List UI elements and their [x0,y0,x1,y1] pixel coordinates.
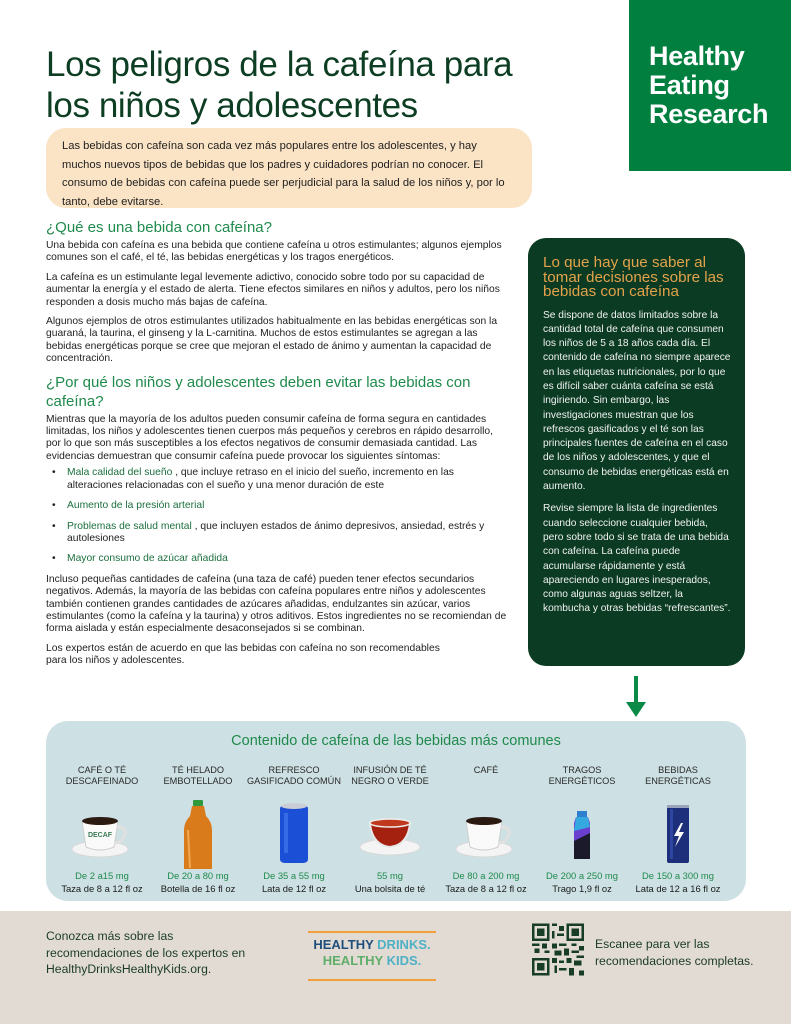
footer-learn-more: Conozca más sobre las recomendaciones de los expertos en HealthyDrinksHealthyKids.org. [46,929,246,976]
drink-name: CAFÉ O TÉ DESCAFEINADO [65,765,139,786]
logo-line-2: HEALTHY KIDS. [322,953,422,968]
symptom-detail: , que incluyen estados de ánimo depresivos, ansiedad, estrés y autolesiones [67,520,485,544]
intro-callout: Las bebidas con cafeína son cada vez más populares entre los adolescentes, y hay muchos nuevos tipos de bebidas que los padres y cuidadores podrían no conocer. El consumo de bebidas con cafeína puede ser perjudicial para la salud de los niños y, por lo tanto, debe evitarse. [46,128,532,208]
drink-serving: Taza de 8 a 12 fl oz [445,883,527,894]
drink-amount: De 150 a 300 mg [642,870,714,881]
symptom-highlight: Mayor consumo de azúcar añadida [67,553,228,565]
symptom-highlight: Problemas de salud mental [67,520,192,532]
drink-card [438,765,534,897]
brand-logo-box [629,0,791,171]
brand-line: Eating [649,70,730,100]
drink-amount: De 2 a15 mg [75,870,129,881]
drink-amount: 55 mg [376,870,404,881]
paragraph: Una bebida con cafeína es una bebida que contiene cafeína u otros estimulantes; algunos ejemplos comunes son el café, el té, las bebidas energéticas y los tragos energéticos. [46,240,502,264]
paragraph: La cafeína es un estimulante legal levemente adictivo, conocido sobre todo por su capacidad de aumentar la energía y el estado de alerta. Tiene efectos similares en niños y adultos, pero los niños responden a dosis mucho más bajas de cafeína. [46,271,500,308]
drink-name: REFRESCO GASIFICADO COMÚN [247,765,341,786]
drink-serving: Taza de 8 a 12 fl oz [61,883,143,894]
soda-can-icon [246,801,342,865]
coffee-cup-icon [438,801,534,865]
footer-scan-text: Escanee para ver las recomendaciones completas. [595,937,754,968]
symptom-item [46,521,508,546]
symptom-item [46,467,508,492]
drink-card [630,765,726,897]
drink-amount: De 20 a 80 mg [167,870,229,881]
tea-bottle-icon [150,795,246,869]
drink-name: CAFÉ [473,765,499,775]
drink-name: TRAGOS ENERGÉTICOS [548,765,616,786]
drink-amount: De 200 a 250 mg [546,870,618,881]
drink-name: TÉ HELADO EMBOTELLADO [163,765,233,786]
title-line-2: los niños y adolescentes [46,86,418,125]
symptom-item [46,553,508,565]
arrow-down-icon [626,676,646,718]
energy-can-icon [630,801,726,865]
symptom-highlight: Aumento de la presión arterial [67,500,205,512]
drink-serving: Lata de 12 fl oz [261,883,327,894]
sidebar-paragraph: Se dispone de datos limitados sobre la cantidad total de cafeína que consumen los niños de 5 a 18 años cada día. El contenido de cafeína no siempre aparece en las etiquetas nutricionales, por lo que es difícil saber cuánta cafeína se está ingiriendo. Sin embargo, las investigaciones muestran que los refrescos gasificados y el té son las principales fuentes de cafeína en el caso de los niños y adolescentes, y que el consumo de bebidas energéticas está en aumento. [543,309,731,493]
drink-card [342,765,438,897]
section-heading-why-avoid: ¿Por qué los niños y adolescentes deben evitar las bebidas con cafeína? [46,373,471,410]
section-heading-what-is: ¿Qué es una bebida con cafeína? [46,219,272,236]
healthy-drinks-logo [308,931,436,981]
drink-card [150,765,246,897]
drink-card [54,765,150,897]
symptom-list [46,467,508,565]
drink-serving: Lata de 12 a 16 fl oz [635,883,721,894]
page-title [46,44,606,126]
drink-name: INFUSIÓN DE TÉ NEGRO O VERDE [351,765,429,786]
brand-logo-text [649,42,768,129]
drink-serving: Una bolsita de té [354,883,426,894]
footer [0,911,791,1024]
drink-amount: De 80 a 200 mg [452,870,520,881]
decaf-cup-icon [54,801,150,865]
drink-card [246,765,342,897]
paragraph: Mientras que la mayoría de los adultos pueden consumir cafeína de forma segura en cantidades limitadas, los niños y adolescentes tienen cuerpos más pequeños y cerebros en rápido desarrollo, por lo que son más susceptibles a los efectos negativos de consumir demasiada cantidad. Las evidencias demuestran que consumir cafeína puede provocar los siguientes síntomas: [46,413,494,462]
energy-shot-icon [534,801,630,865]
tea-cup-icon [342,801,438,865]
caffeine-content-panel [46,721,746,901]
info-sidebar [528,238,745,666]
symptom-detail: , que incluye retraso en el inicio del sueño, incremento en las alteraciones relacionadas con el sueño y una menor duración de este [67,467,454,491]
brand-line: Research [649,99,769,129]
drink-name: BEBIDAS ENERGÉTICAS [645,765,711,786]
symptom-highlight: Mala calidad del sueño [67,467,173,479]
logo-line-1: HEALTHY DRINKS. [313,937,431,952]
paragraph: Algunos ejemplos de otros estimulantes utilizados habitualmente en las bebidas energéticas son la guaraná, la taurina, el ginseng y la L-carnitina. Muchos de estos estimulantes se agregan a las bebidas energéticas porque se cree que mejoran el estado de ánimo y aumentan la capacidad de concentración. [46,316,498,365]
drink-amount: De 35 a 55 mg [263,870,325,881]
sidebar-heading: Lo que hay que saber al tomar decisiones sobre las bebidas con cafeína [543,254,724,300]
paragraph: Los expertos están de acuerdo en que las bebidas con cafeína no son recomendables para los niños y adolescentes. [46,642,440,667]
qr-code-icon[interactable] [532,923,584,976]
drinks-heading: Contenido de cafeína de las bebidas más comunes [231,733,561,749]
drink-serving: Trago 1,9 fl oz [552,883,612,894]
drink-serving: Botella de 16 fl oz [160,883,236,894]
decaf-label: DECAF [87,832,113,839]
symptom-item [46,500,508,512]
sidebar-paragraph: Revise siempre la lista de ingredientes cuando seleccione cualquier bebida, pero sobre todo si se trata de una bebida con cafeína. La cafeína puede acumularse rápidamente y está apareciendo en lugares inesperados, como algunas aguas seltzer, la kombucha y otras bebidas “refrescantes”. [543,503,731,615]
paragraph: Incluso pequeñas cantidades de cafeína (una taza de café) pueden tener efectos secundarios negativos. Además, la mayoría de las bebidas con cafeína populares entre niños y adolescentes también contienen grandes cantidades de azúcares añadidas, endulzantes sin azúcar, varios estimulantes (como la cafeína y la taurina) y otros aditivos. Estos ingredientes no se recomiendan de forma aislada y están especialmente desaconsejados si se combinan. [46,573,507,635]
drink-card [534,765,630,897]
main-content [46,219,508,675]
brand-line: Healthy [649,41,745,71]
title-line-1: Los peligros de la cafeína para [46,45,513,84]
